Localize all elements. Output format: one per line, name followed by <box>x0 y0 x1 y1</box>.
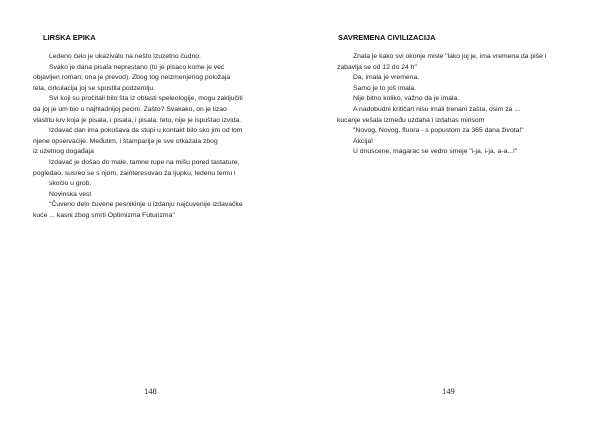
text-line: Da, imala je vremena. <box>353 74 420 82</box>
text-line: Nije bitno koliko, važno da je imala. <box>353 95 460 103</box>
text-line: Samo je to još imala. <box>353 84 417 92</box>
text-line: Znala je kako svi okonje misle "lako joj je, ima vremena da piše i <box>353 53 547 60</box>
left-page-body <box>33 52 269 222</box>
text-line: kuće ... kasni zbog smrti Optimizma Futurizma" <box>33 211 175 219</box>
text-line: njene opservacije. Međutim, i štamparija je sve otkazala zbog <box>33 137 218 145</box>
text-line: "Novog, Novog, fluora - s popustom za 365 dana života!" <box>353 127 524 135</box>
text-line: kucanje vešala između uzdaha i izdahas mirisom <box>337 116 485 124</box>
text-line: Svi koji su pročitali bilo šta iz oblasti speleologije, mogu zaključiti <box>49 95 243 103</box>
text-line: Svako je dana pisala neprestano (to je pisaco kome je već <box>49 63 225 71</box>
text-line: U dnuscene, magarac se vedro smeje "i-ja, i-ja, a-a...!" <box>353 148 518 156</box>
text-line: Ledeno čelo je ukazivalo na nešto izuzetno čudno. <box>49 53 201 60</box>
text-line: zabavlja se od 12 do 24 h" <box>337 63 417 71</box>
left-page-number: 148 <box>144 386 157 396</box>
text-line: pogledao, susreo se s njom, zainteresovao za ljupku, ledenu temu i <box>33 169 236 177</box>
text-line: objavljen roman; ona je prevod). Zbog tog neizmenjenog položaja <box>33 74 231 82</box>
text-line: "Čuveno delo čuvene pesnikinje u izdanju najčuvenije izdavačke <box>49 201 243 209</box>
right-page-body <box>337 52 573 158</box>
right-page <box>300 0 600 428</box>
text-line: Akcija! <box>353 137 374 145</box>
text-line: Izdavač dan ima pokušava da stupi u kontakt bilo sko jim od lom <box>49 127 243 135</box>
left-page-title: LIRSKA EPIKA <box>43 33 96 42</box>
text-line: vlastitu krv koja je pisala, i pisala, i pisala. Ieto, nije je ispuštao izvida. <box>33 116 242 124</box>
right-page-title: SAVREMENA CIVILIZACIJA <box>338 33 436 42</box>
text-line: Izdavač je došao do male, tamne rupe na mišu pored tastature, <box>49 158 240 166</box>
text-line: iz uzetnog događaja <box>33 148 94 156</box>
text-line: A nadobudni kritičari nisu imali trenani zašta, osim za ... <box>353 105 520 113</box>
right-page-number: 149 <box>442 386 455 396</box>
text-line: Novinska vest <box>49 190 92 198</box>
text-line: tela, cirkulacija joj se spustila podzemlju. <box>33 84 156 92</box>
text-line: da joj je um bio u najhladnijoj pećini. Zašto? Svakako, on je lizao <box>33 105 227 113</box>
text-line: skočio u grob. <box>49 180 92 188</box>
